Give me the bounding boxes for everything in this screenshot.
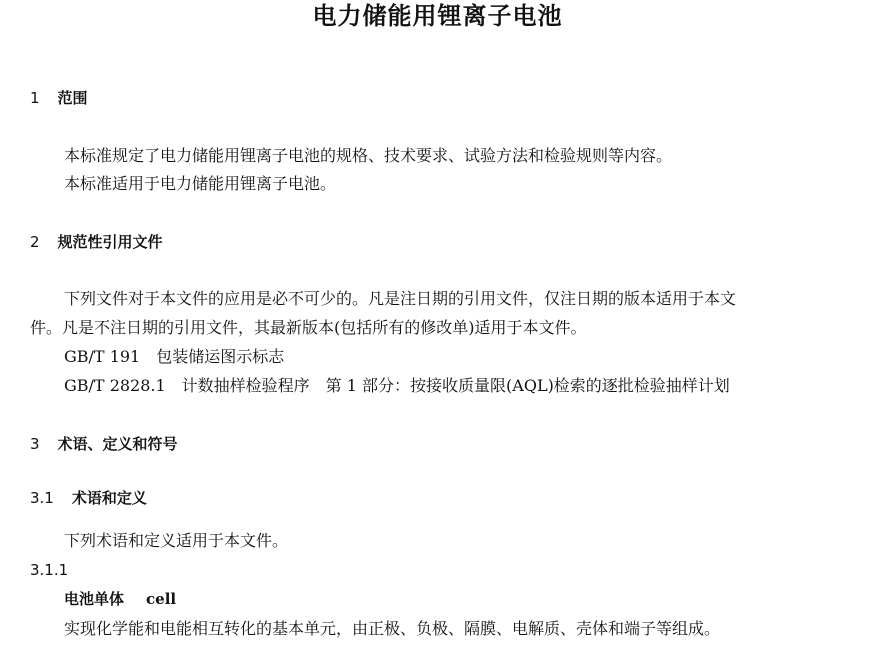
term-number: 3.1.1 [30, 561, 69, 579]
term-chinese: 电池单体 [64, 590, 125, 608]
reference-item [64, 346, 284, 367]
reference-title: 计数抽样检验程序 第 1 部分：按接收质量限(AQL)检索的逐批检验抽样计划 [181, 376, 730, 395]
section-1-heading [30, 88, 88, 108]
section-title: 规范性引用文件 [57, 233, 163, 251]
section-2-heading [30, 232, 163, 252]
subsection-3-1-heading [30, 488, 147, 508]
section-3-heading [30, 434, 178, 454]
document-title: 电力储能用锂离子电池 [312, 2, 563, 30]
subsection-title: 术语和定义 [71, 489, 147, 507]
reference-title: 包装储运图示标志 [156, 347, 285, 366]
term-english: cell [146, 590, 177, 608]
section-title: 术语、定义和符号 [57, 435, 178, 453]
reference-item [64, 375, 730, 396]
section-title: 范围 [57, 89, 88, 107]
subsection-number: 3.1 [30, 489, 54, 507]
subsection-3-1-intro: 下列术语和定义适用于本文件。 [64, 531, 289, 550]
section-2-paragraph-line-1: 下列文件对于本文件的应用是必不可少的。凡是注日期的引用文件，仅注日期的版本适用于本文 [64, 289, 737, 308]
term-heading [64, 589, 176, 609]
section-2-paragraph-line-2: 件。凡是不注日期的引用文件，其最新版本(包括所有的修改单)适用于本文件。 [30, 318, 587, 337]
term-definition: 实现化学能和电能相互转化的基本单元，由正极、负极、隔膜、电解质、壳体和端子等组成。 [64, 619, 721, 638]
section-number: 1 [30, 89, 40, 107]
reference-code: GB/T 191 [64, 347, 141, 366]
section-1-paragraph-1: 本标准规定了电力储能用锂离子电池的规格、技术要求、试验方法和检验规则等内容。 [64, 146, 673, 165]
section-number: 2 [30, 233, 40, 251]
section-number: 3 [30, 435, 40, 453]
reference-code: GB/T 2828.1 [64, 376, 166, 395]
section-1-paragraph-2: 本标准适用于电力储能用锂离子电池。 [64, 174, 337, 193]
